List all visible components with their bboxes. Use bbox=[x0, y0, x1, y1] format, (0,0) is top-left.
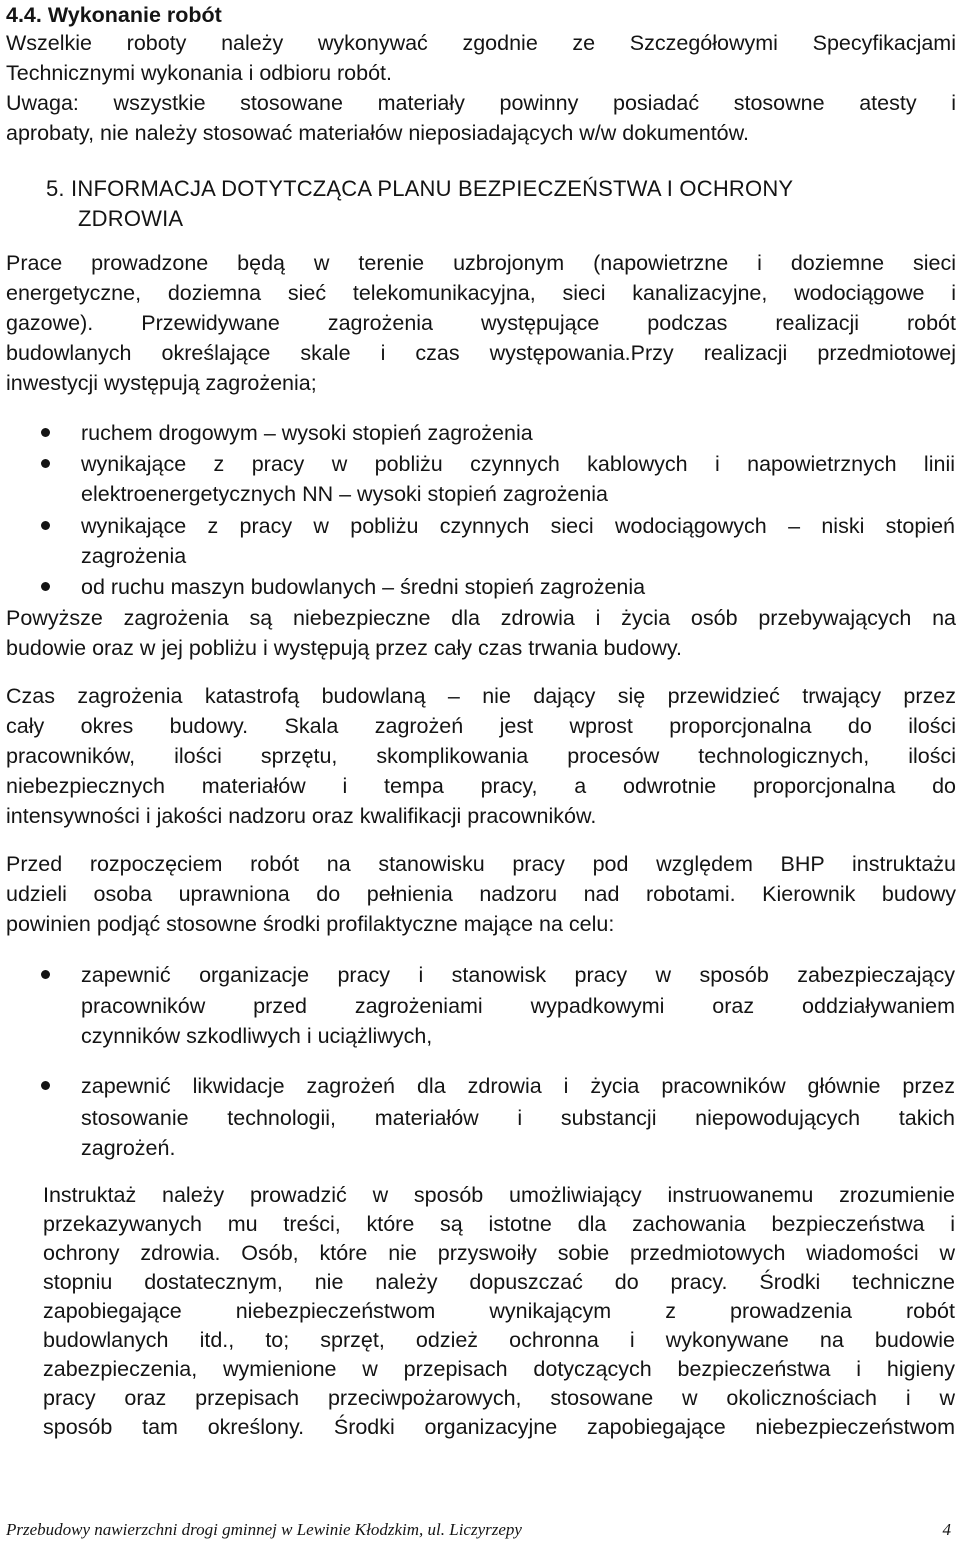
paragraph-line: zabezpieczenia, wymienione w przepisach dotyczących bezpieczeństwa i higieny bbox=[43, 1357, 955, 1381]
bullet-icon bbox=[41, 1081, 50, 1090]
paragraph-line: cały okres budowy. Skala zagrożeń jest wprost proporcjonalna do ilości bbox=[6, 714, 956, 738]
list-item-text: zagrożenia bbox=[81, 544, 187, 568]
list-item-text: zapewnić likwidacje zagrożeń dla zdrowia i życia pracowników głównie przez bbox=[81, 1074, 955, 1098]
section-heading: 4.4. Wykonanie robót bbox=[6, 3, 222, 27]
bullet-icon bbox=[41, 970, 50, 979]
paragraph-line: gazowe). Przewidywane zagrożenia występujące podczas realizacji robót bbox=[6, 311, 956, 335]
paragraph-line: budowie oraz w jej pobliżu i występują przez cały czas trwania budowy. bbox=[6, 636, 682, 660]
paragraph-line: pracy oraz przepisach przeciwpożarowych, stosowane w okolicznościach i w bbox=[43, 1386, 955, 1410]
footer-title: Przebudowy nawierzchni drogi gminnej w Lewinie Kłodzkim, ul. Liczyrzepy bbox=[6, 1520, 522, 1539]
paragraph-line: sposób tam określony. Środki organizacyjne zapobiegające niebezpieczeństwom bbox=[43, 1415, 955, 1439]
paragraph-line: Prace prowadzone będą w terenie uzbrojonym (napowietrzne i doziemne sieci bbox=[6, 251, 956, 275]
bullet-icon bbox=[41, 521, 50, 530]
paragraph-line: Powyższe zagrożenia są niebezpieczne dla zdrowia i życia osób przebywających na bbox=[6, 606, 956, 630]
section-heading: ZDROWIA bbox=[78, 206, 184, 231]
paragraph-line: budowlanych określające skale i czas występowania.Przy realizacji przedmiotowej bbox=[6, 341, 956, 365]
paragraph-line: udzieli osoba uprawniona do pełnienia nadzoru nad robotami. Kierownik budowy bbox=[6, 882, 956, 906]
paragraph-line: aprobaty, nie należy stosować materiałów nieposiadających w/w dokumentów. bbox=[6, 121, 749, 145]
paragraph-line: stopniu dostatecznym, nie należy dopuszczać do pracy. Środki techniczne bbox=[43, 1270, 955, 1294]
list-item-text: stosowanie technologii, materiałów i substancji niepowodujących takich bbox=[81, 1106, 955, 1130]
list-item-text: czynników szkodliwych i uciążliwych, bbox=[81, 1024, 433, 1048]
paragraph-line: przekazywanych mu treści, które są istotne dla zachowania bezpieczeństwa i bbox=[43, 1212, 955, 1236]
bullet-icon bbox=[41, 459, 50, 468]
section-heading: 5. INFORMACJA DOTYTCZĄCA PLANU BEZPIECZEŃSTWA I OCHRONY bbox=[46, 176, 794, 201]
bullet-icon bbox=[41, 428, 50, 437]
bullet-icon bbox=[41, 582, 50, 591]
page-footer bbox=[6, 1519, 951, 1541]
paragraph-line: zapobiegające niebezpieczeństwom wynikającym z prowadzenia robót bbox=[43, 1299, 955, 1323]
paragraph-line: budowlanych itd., to; sprzęt, odzież ochronna i wykonywane na budowie bbox=[43, 1328, 955, 1352]
paragraph-line: Przed rozpoczęciem robót na stanowisku pracy pod względem BHP instruktażu bbox=[6, 852, 956, 876]
paragraph-line: inwestycji występują zagrożenia; bbox=[6, 371, 317, 395]
paragraph-line: powinien podjąć stosowne środki profilaktyczne mające na celu: bbox=[6, 912, 615, 936]
paragraph-line: Uwaga: wszystkie stosowane materiały powinny posiadać stosowne atesty i bbox=[6, 91, 956, 115]
paragraph-line: Czas zagrożenia katastrofą budowlaną – nie dający się przewidzieć trwający przez bbox=[6, 684, 956, 708]
list-item-text: wynikające z pracy w pobliżu czynnych sieci wodociągowych – niski stopień bbox=[81, 514, 955, 538]
paragraph-line: pracowników, ilości sprzętu, skomplikowania procesów technologicznych, ilości bbox=[6, 744, 956, 768]
list-item-text: wynikające z pracy w pobliżu czynnych kablowych i napowietrznych linii bbox=[81, 452, 955, 476]
paragraph-line: energetyczne, doziemna sieć telekomunikacyjna, sieci kanalizacyjne, wodociągowe i bbox=[6, 281, 956, 305]
paragraph-line: intensywności i jakości nadzoru oraz kwalifikacji pracowników. bbox=[6, 804, 597, 828]
paragraph-line: ochrony zdrowia. Osób, które nie przyswoiły sobie przedmiotowych wiadomości w bbox=[43, 1241, 955, 1265]
list-item-text: pracowników przed zagrożeniami wypadkowymi oraz oddziaływaniem bbox=[81, 994, 955, 1018]
list-item-text: zagrożeń. bbox=[81, 1136, 176, 1160]
list-item-text: elektroenergetycznych NN – wysoki stopień zagrożenia bbox=[81, 482, 609, 506]
list-item-text: zapewnić organizacje pracy i stanowisk pracy w sposób zabezpieczający bbox=[81, 963, 955, 987]
paragraph-line: Instruktaż należy prowadzić w sposób umożliwiający instruowanemu zrozumienie bbox=[43, 1183, 955, 1207]
page-number: 4 bbox=[942, 1520, 951, 1539]
paragraph-line: Technicznymi wykonania i odbioru robót. bbox=[6, 61, 393, 85]
list-item-text: ruchem drogowym – wysoki stopień zagrożenia bbox=[81, 421, 533, 445]
paragraph-line: Wszelkie roboty należy wykonywać zgodnie ze Szczegółowymi Specyfikacjami bbox=[6, 31, 956, 55]
list-item-text: od ruchu maszyn budowlanych – średni stopień zagrożenia bbox=[81, 575, 646, 599]
paragraph-line: niebezpiecznych materiałów i tempa pracy, a odwrotnie proporcjonalna do bbox=[6, 774, 956, 798]
